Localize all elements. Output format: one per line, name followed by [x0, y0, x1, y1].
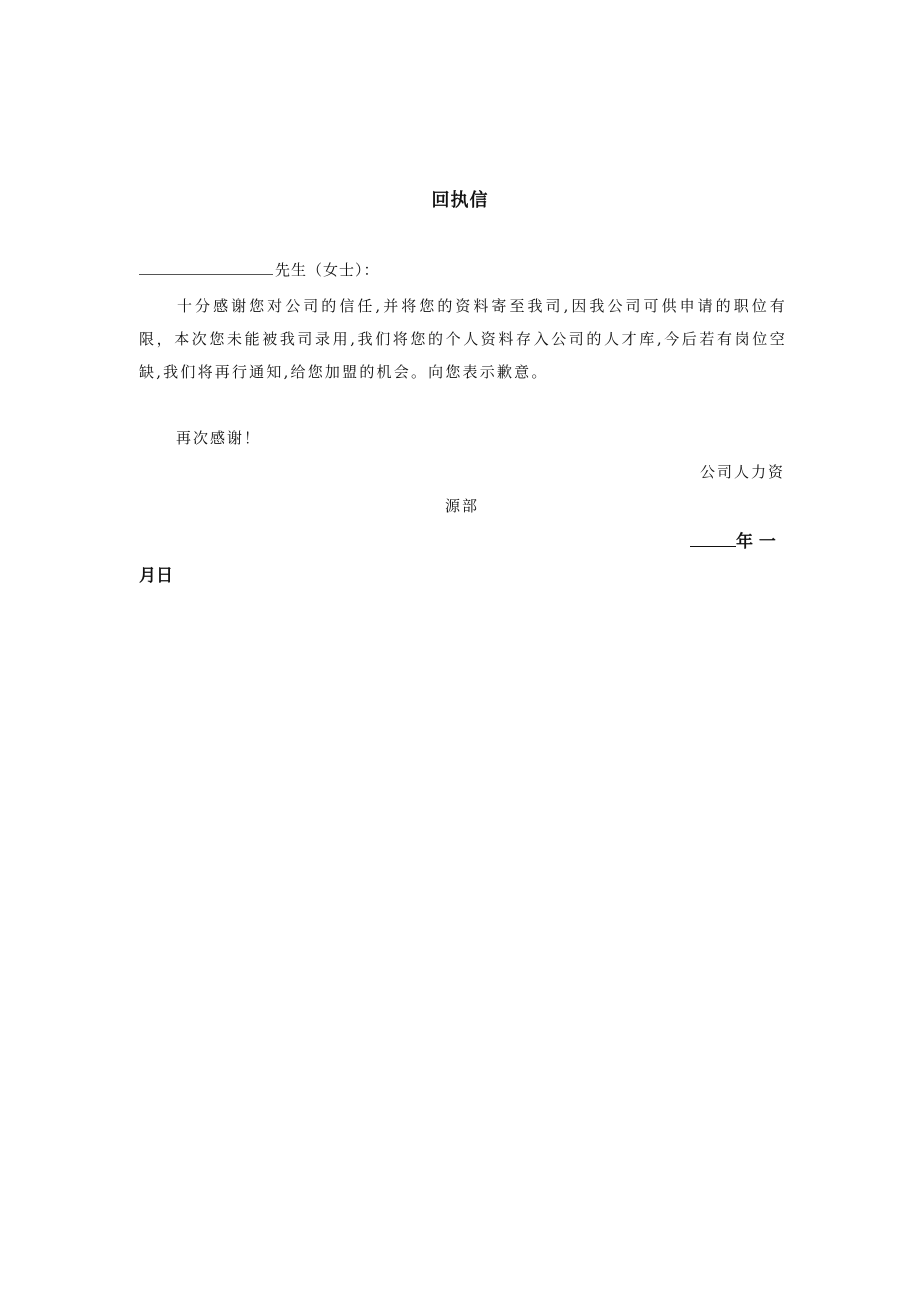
letter-body: 十分感谢您对公司的信任,并将您的资料寄至我司,因我公司可供申请的职位有限，本次您未能被我司录用,我们将您的个人资料存入公司的人才库,今后若有岗位空缺,我们将再行通知,给您加盟的机会。向您表示歉意。: [139, 297, 787, 381]
date-line-2: 月日: [139, 566, 173, 586]
date-year-label: 年 一: [736, 532, 776, 552]
date-line-1: [690, 527, 776, 552]
signature-line-1: 公司人力资: [700, 463, 786, 481]
salutation-suffix: 先生（女士）：: [275, 261, 380, 279]
closing-thanks: 再次感谢！: [176, 429, 262, 447]
date-blank-line: [690, 530, 736, 547]
name-blank-line: [139, 260, 273, 275]
salutation: [139, 259, 380, 280]
letter-title: 回执信: [431, 190, 489, 211]
signature-line-2: 源部: [445, 497, 480, 515]
